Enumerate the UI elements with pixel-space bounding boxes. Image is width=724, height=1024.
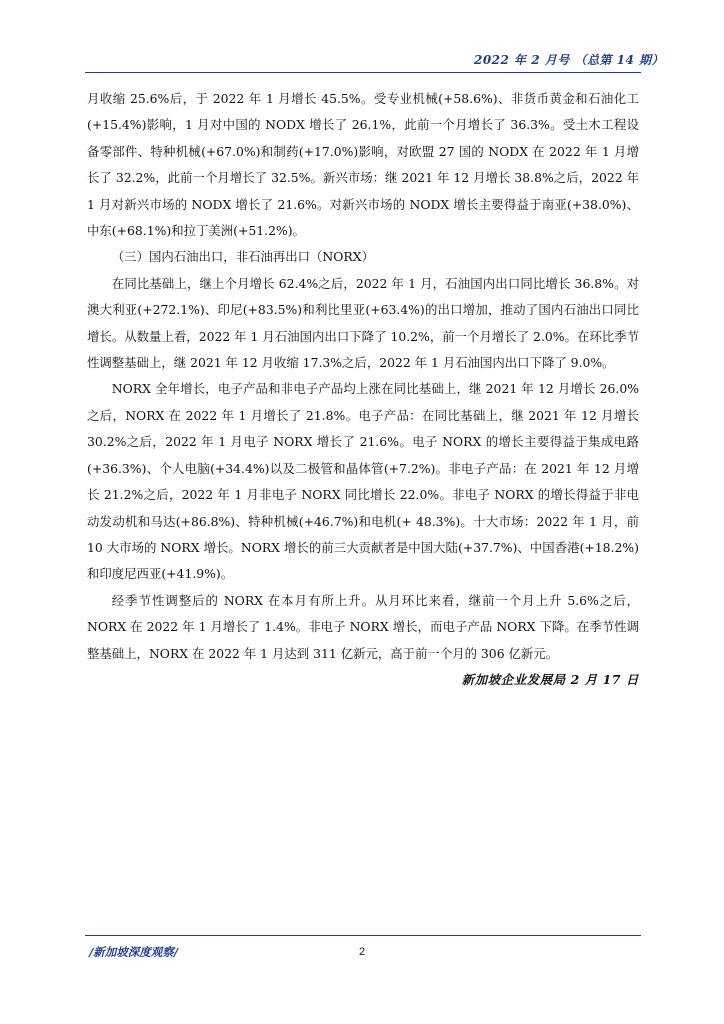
article-body	[87, 86, 639, 693]
signature: 新加坡企业发展局 2 月 17 日	[461, 671, 639, 687]
section-heading: （三）国内石油出口，非石油再出口（NORX）	[111, 249, 374, 265]
issue-header: 2022 年 2 月号 （总第 14 期）	[473, 53, 664, 67]
footer-divider	[85, 935, 641, 936]
page-number: 2	[358, 946, 366, 958]
paragraph-nodx-markets: 月收缩 25.6%后，于 2022 年 1 月增长 45.5%。受专业机械(+58.6%)、非货币黄金和石油化工(+15.4%)影响，1 月对中国的 NODX 增长了 26.1%，此前一个月增长了 36.3%。受土木工程设备零部件、特种机械(+67.0%)和制药(+17.0%)影响，对欧盟 27 国的 NODX 在 2022 年 1 月增长了 32.2%，此前一个月增长了 32.5%。新兴市场：继 2021 年 12 月增长 38.8%之后，2022 年 1 月对新兴市场的 NODX 增长了 21.6%。对新兴市场的 NODX 增长主要得益于南亚(+38.0%)、中东(+68.1%)和拉丁美洲(+51.2%)。	[87, 91, 639, 239]
paragraph-norx-growth: NORX 全年增长，电子产品和非电子产品均上涨在同比基础上，继 2021 年 12 月增长 26.0%之后，NORX 在 2022 年 1 月增长了 21.8%。电子产品：在同比基础上，继 2021 年 12 月增长 30.2%之后，2022 年 1 月电子 NORX 增长了 21.6%。电子 NORX 的增长主要得益于集成电路(+36.3%)、个人电脑(+34.4%)以及二极管和晶体管(+7.2%)。非电子产品：在 2021 年 12 月增长 21.2%之后，2022 年 1 月非电子 NORX 同比增长 22.0%。非电子 NORX 的增长得益于非电动发动机和马达(+86.8%)、特种机械(+46.7%)和电机(+ 48.3%)。十大市场：2022 年 1 月，前 10 大市场的 NORX 增长。NORX 增长的前三大贡献者是中国大陆(+37.7%)、中国香港(+18.2%)和印度尼西亚(+41.9%)。	[87, 381, 639, 582]
paragraph-norx-seasonal: 经季节性调整后的 NORX 在本月有所上升。从月环比来看，继前一个月上升 5.6%之后，NORX 在 2022 年 1 月增长了 1.4%。非电子 NORX 增长，而电子产品 NORX 下降。在季节性调整基础上，NORX 在 2022 年 1 月达到 311 亿新元，高于前一个月的 306 亿新元。	[87, 592, 639, 661]
paragraph-oil-exports: 在同比基础上，继上个月增长 62.4%之后，2022 年 1 月，石油国内出口同比增长 36.8%。对澳大利亚(+272.1%)、印尼(+83.5%)和利比里亚(+63.4%)的出口增加，推动了国内石油出口同比增长。从数量上看，2022 年 1 月石油国内出口下降了 10.2%，前一个月增长了 2.0%。在环比季节性调整基础上，继 2021 年 12 月收缩 17.3%之后，2022 年 1 月石油国内出口下降了 9.0%。	[87, 275, 639, 371]
publication-name: /新加坡深度观察/	[89, 945, 178, 959]
header-divider	[85, 72, 641, 73]
